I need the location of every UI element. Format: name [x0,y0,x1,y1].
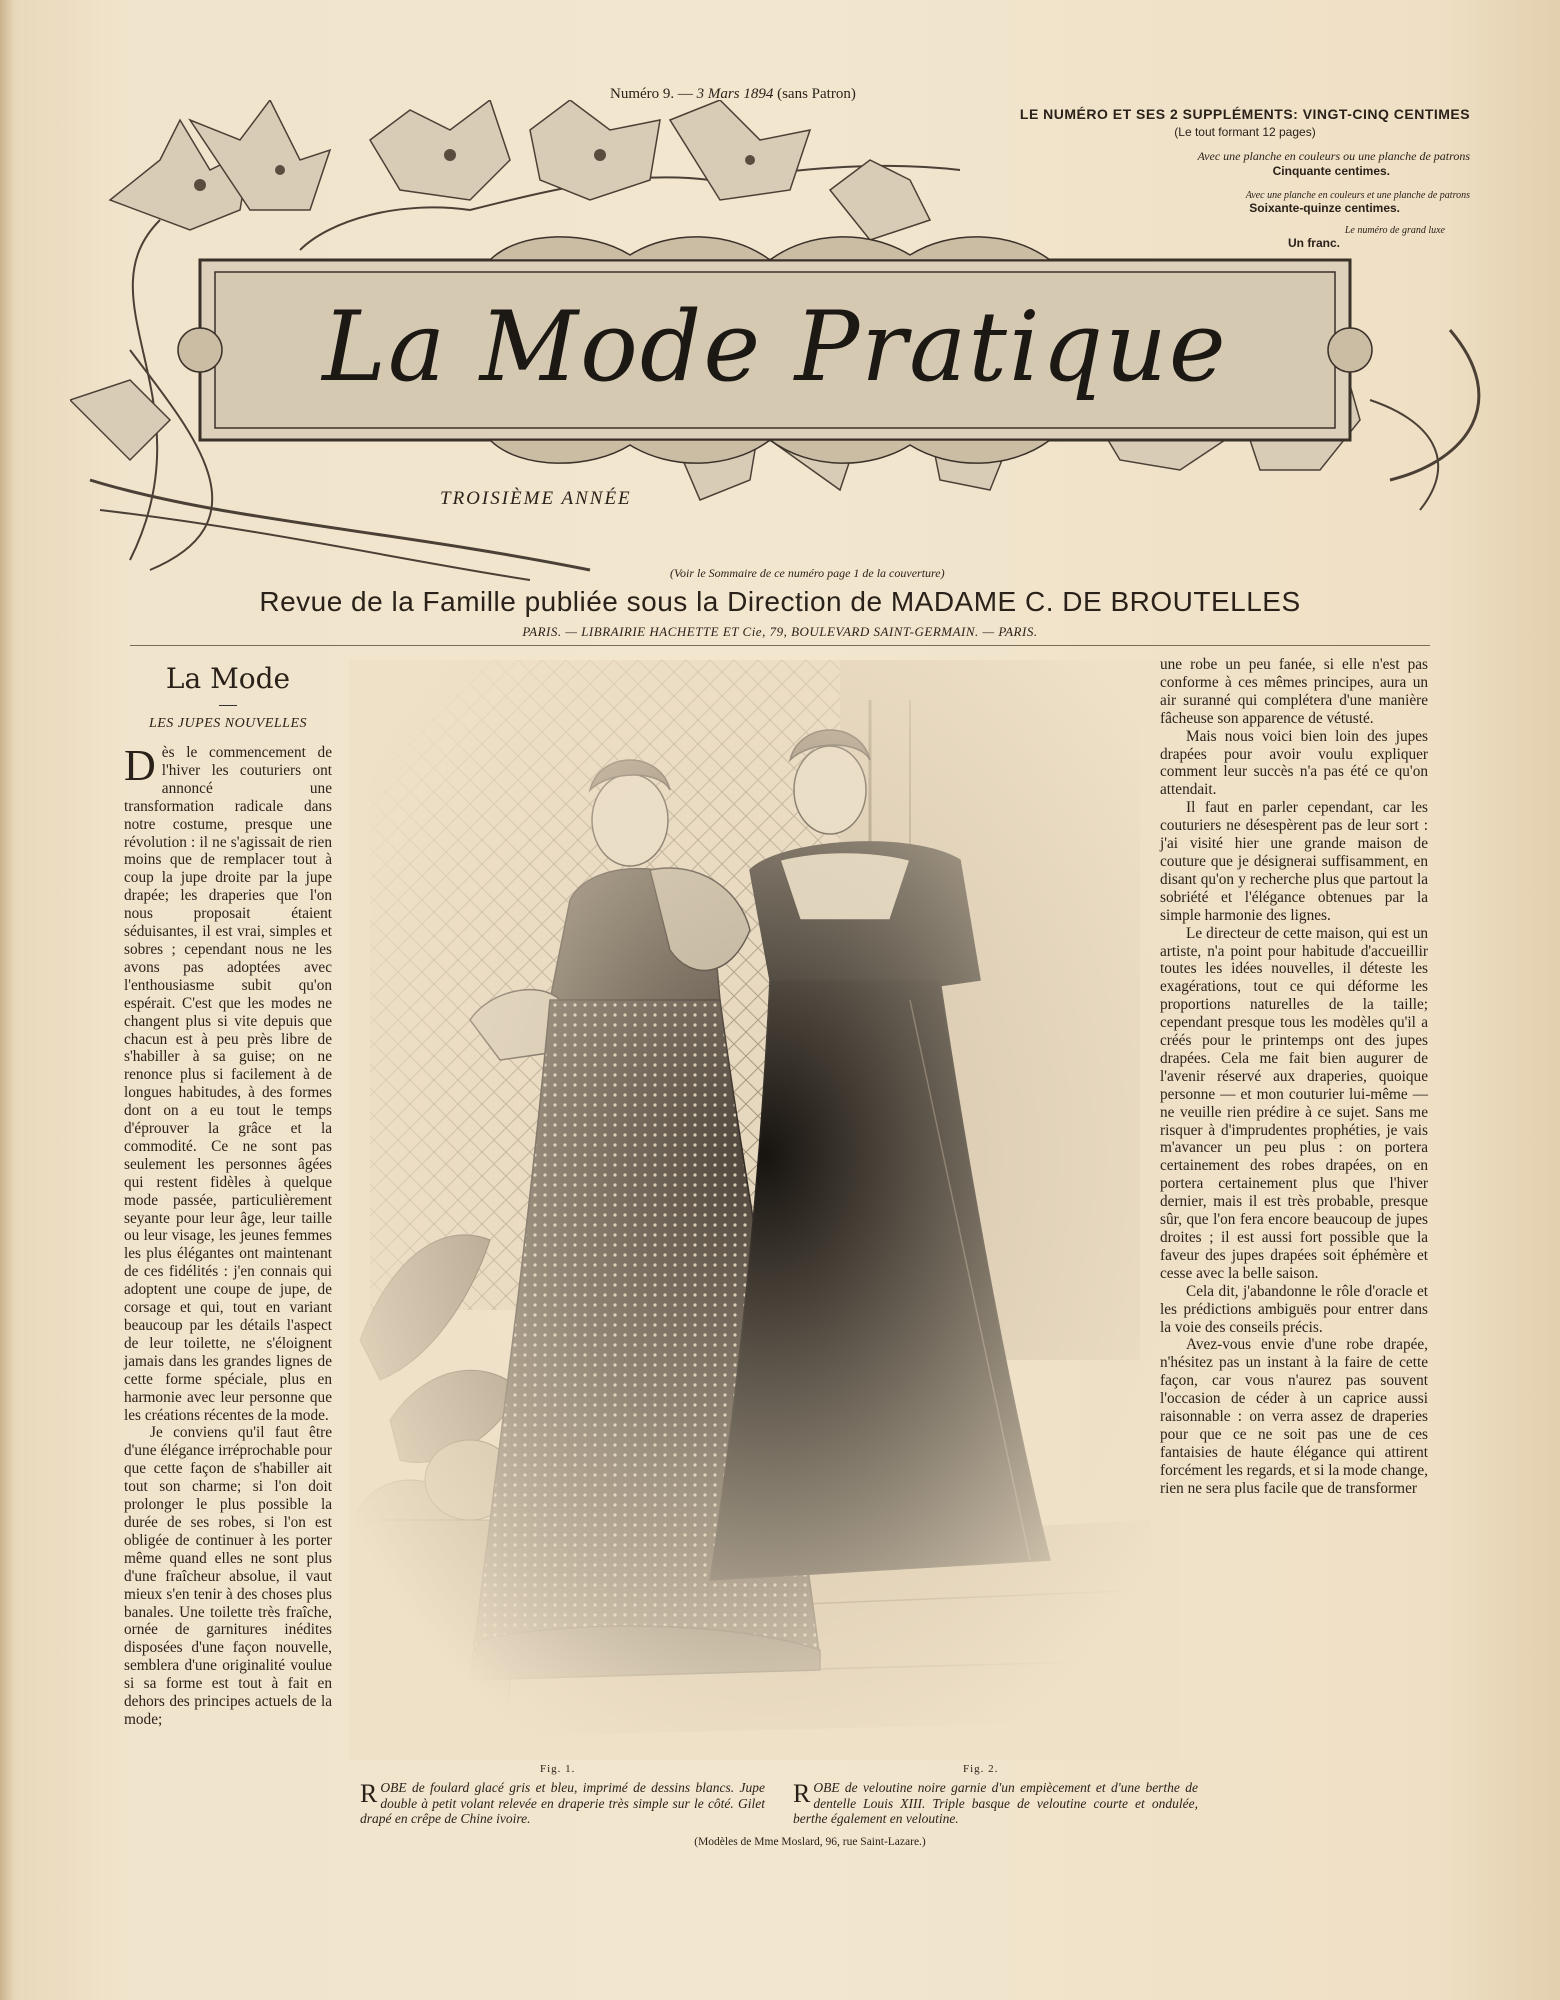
paragraph: Cela dit, j'abandonne le rôle d'oracle et les prédictions ambiguës pour entrer dans la voie des conseils précis. [1160,1282,1428,1336]
article-body-left [124,741,332,1729]
price-main: LE NUMÉRO ET SES 2 SUPPLÉMENTS: VINGT-CINQ CENTIMES [1019,106,1471,122]
figure-2-caption [793,1780,1198,1827]
section-heading: LES JUPES NOUVELLES [148,716,308,731]
paragraph: Avez-vous envie d'une robe drapée, n'hésitez pas un instant à la faire de cette façon, car vous n'aurez pas souvent l'occasion de céder à un caprice aussi raisonnable : on verra assez de draperies pour que ce ne soit pas une de ces fantaisies de haute élégance qui attirent forcément les regards, et si la mode change, rien ne sera plus facile que de transformer [1160,1336,1429,1497]
publisher-line: PARIS. — LIBRAIRIE HACHETTE ET Cie, 79, BOULEVARD SAINT-GERMAIN. — PARIS. [522,624,1038,639]
edition-label: TROISIÈME ANNÉE [440,488,632,509]
price-option-1-text: Avec une planche en couleurs ou une planche de patrons [1197,149,1470,163]
price-option-2-text: Avec une planche en couleurs et une planche de patrons [1245,190,1470,201]
issue-date: 3 Mars 1894 [696,86,774,102]
paragraph: Je conviens qu'il faut être d'une élégance irréprochable pour que cette façon de s'habiller ait tout son charme; si l'on doit prolonger le plus possible la durée de ses robes, si l'on est obligée de continuer à les porter même quand elles ne sont plus d'une fraîcheur absolue, il vaut mieux s'en tenir à des choses plus banales. Une toilette très fraîche, ornée de garnitures inédites disposées d'une façon nouvelle, semblera d'une originalité voulue si sa forme est tout à fait en dehors des principes actuels de la mode; [124,1424,332,1728]
masthead-title-box [210,262,1340,432]
paragraph: Il faut en parler cependant, car les couturiers ne désespèrent pas de leur sort : j'ai visité hier une grande maison de couture que je désignerai suffisamment, en disant qu'on y recherche plus que partout la sobriété et l'élégance obtenues par la simple harmonie des lignes. [1160,799,1428,924]
paragraph: Le directeur de cette maison, qui est un artiste, n'a point pour habitude d'accueillir toutes les idées nouvelles, il déteste les exagérations, tout ce qui déforme les proportions naturelles de la taille; cependant presque tous les modèles qu'il a créés pour le printemps ont des jupes drapées. Cela me fait bien augurer de l'avenir réservé aux draperies, quoique personne — et mon couturier lui-même — ne veuille rien prédire à ce sujet. Sans me risquer à d'imprudentes prophéties, je vais m'avancer un peu plus : on portera certainement des robes drapées, on en portera certainement plus que l'hiver dernier, mais il est très probable, presque sûr, que l'on fera encore beaucoup de jupes droites ; il est aussi fort possible que la faveur des jupes drapées soit éphémère et cesse avec la belle saison. [1160,924,1428,1282]
sommaire-note: (Voir le Sommaire de ce numéro page 1 de la couverture) [670,566,945,580]
header-rule [130,645,1430,646]
paper-edge [0,0,14,2000]
left-column [124,660,332,1729]
figure-1-label: Fig. 1. [540,1763,576,1775]
price-option-3-text: Le numéro de grand luxe [1344,225,1445,236]
paragraph: Mais nous voici bien loin des jupes drapées pour avoir voulu expliquer comment leur succès n'a pas été ce qu'on attendait. [1160,727,1428,799]
price-option-2-value: Soixante-quinze centimes. [1249,201,1400,215]
figure-2-caption-text: OBE de veloutine noire garnie d'un empiècement et d'une berthe de dentelle Louis XIII. Triple basque de veloutine courte et ondulée, berthe également en veloutine. [793,1780,1198,1826]
paragraph [124,741,332,1424]
price-option-3-value: Un franc. [1287,236,1340,250]
title-dash [219,705,237,706]
article-title: La Mode [165,662,291,695]
right-column [1160,656,1428,1498]
fashion-illustration [350,660,1180,1760]
caption-drop-cap: R [793,1779,811,1808]
price-option-1-value: Cinquante centimes. [1272,164,1390,178]
article-body-right [1160,656,1428,1498]
figure-1-caption [360,1780,765,1827]
masthead-title: La Mode Pratique [322,291,1228,403]
figure-2-label: Fig. 2. [963,1763,999,1775]
price-note: (Le tout formant 12 pages) [1174,125,1316,139]
figure-1-caption-text: OBE de foulard glacé gris et bleu, imprimé de dessins blancs. Jupe double à petit volant relevée en draperie très simple sur le côté. Gilet drapé en crêpe de Chine ivoire. [360,1780,765,1826]
paragraph-text: ès le commencement de l'hiver les couturiers ont annoncé une transformation radicale dans notre costume, presque une révolution : il ne s'agissait de rien moins que de remplacer tout à coup la jupe droite par la jupe drapée; les draperies que l'on nous proposait étaient séduisantes, il est vrai, simples et sobres ; cependant nous ne les avons pas adoptées avec l'enthousiasme subit qu'on espérait. C'est que les modes ne changent plus si vite depuis que chacun est à peu près libre de s'habiller à sa guise; on ne renonce plus si facilement à de longues habitudes, à des formes dont on a eu tout le temps d'éprouver la grâce et la commodité. Ce ne sont pas seulement les personnes âgées qui restent fidèles à quelque mode passée, particulièrement seyante pour leur âge, leur taille ou leur visage, les jeunes femmes les plus élégantes ont maintenant de ces fidélités : j'en connais qui adoptent une coupe de jupe, de corsage et qui, tout en variant beaucoup par les détails l'aspect de leur toilette, ne s'éloignent jamais dans les grandes lignes de cette forme spéciale, plus en harmonie avec leur personne que les créations récentes de la mode. [124,744,332,1424]
issue-number: Numéro 9. — [610,86,693,102]
paragraph: une robe un peu fanée, si elle n'est pas conforme à ces mêmes principes, aura un air suranné qui complétera d'une manière fâcheuse son apparence de vétusté. [1160,656,1428,727]
subtitle: Revue de la Famille publiée sous la Direction de MADAME C. DE BROUTELLES [259,586,1301,617]
drop-cap: D [124,741,156,790]
caption-drop-cap: R [360,1779,378,1808]
models-credit: (Modèles de Mme Moslard, 96, rue Saint-Lazare.) [694,1836,926,1848]
issue-suffix: (sans Patron) [777,86,856,102]
